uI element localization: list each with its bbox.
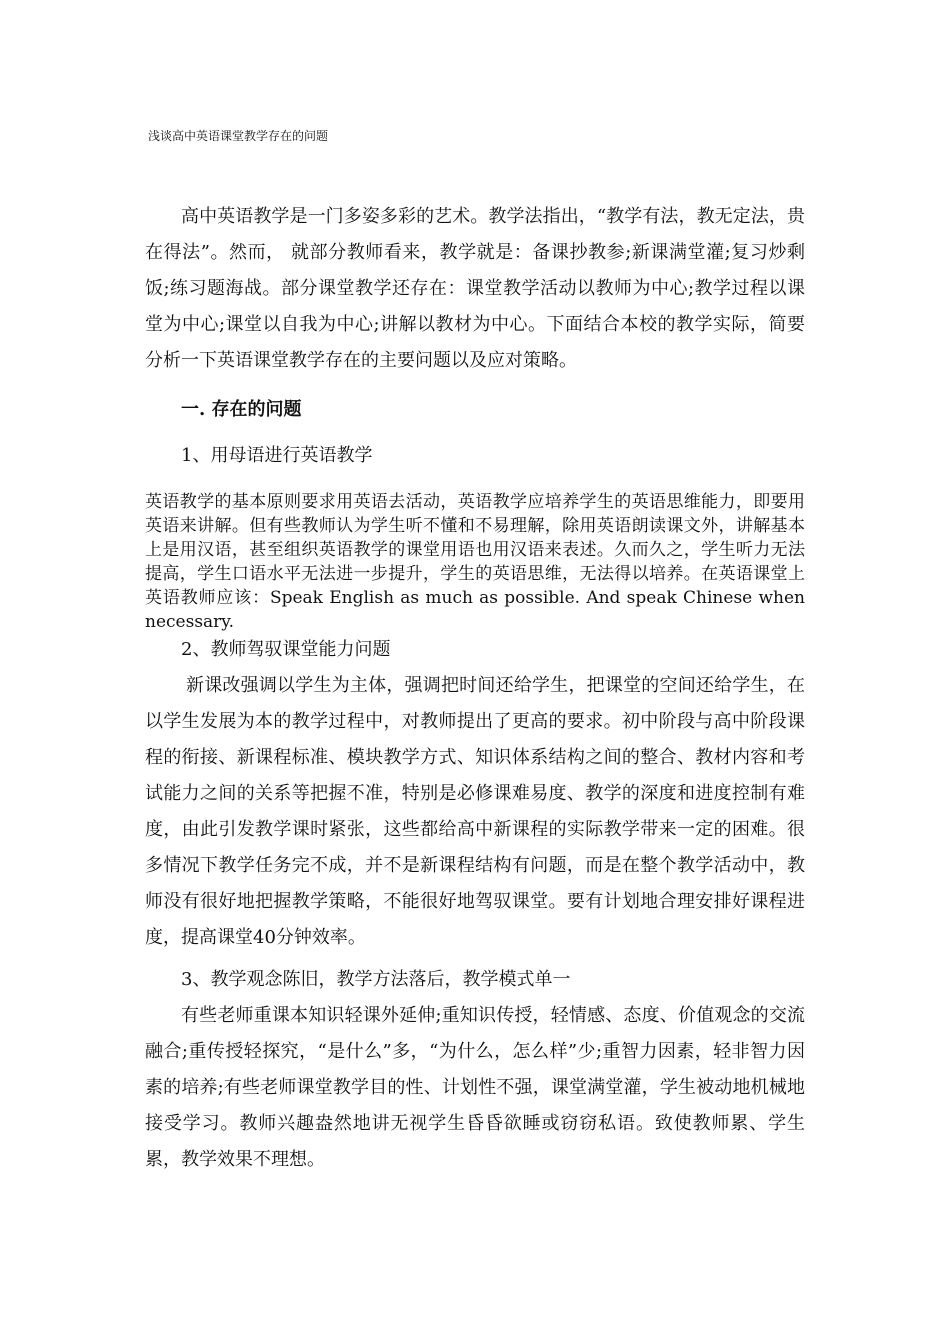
document-title: 浅谈高中英语课堂教学存在的问题 xyxy=(148,129,329,143)
issue-3-paragraph: 有些老师重课本知识轻课外延伸;重知识传授，轻情感、态度、价值观念的交流融合;重传授轻探究，“是什么”多，“为什么，怎么样”少;重智力因素，轻非智力因素的培养;有些老师课堂教学目的性、计划性不强，课堂满堂灌，学生被动地机械地接受学习。教师兴趣盎然地讲无视学生昏昏欲睡或窃窃私语。致使教师累、学生累，教学效果不理想。 xyxy=(145,1005,805,1170)
issue-2-heading: 2、教师驾驭课堂能力问题 xyxy=(181,639,391,660)
issue-1-heading: 1、用母语进行英语教学 xyxy=(181,445,373,466)
issue-2-paragraph: 新课改强调以学生为主体，强调把时间还给学生，把课堂的空间还给学生，在以学生发展为本的教学过程中，对教师提出了更高的要求。初中阶段与高中阶段课程的衔接、新课程标准、模块教学方式、知识体系结构之间的整合、教材内容和考试能力之间的关系等把握不准，特别是必修课难易度、教学的深度和进度控制有难度，由此引发教学课时紧张，这些都给高中新课程的实际教学带来一定的困难。很多情况下教学任务完不成，并不是新课程结构有问题，而是在整个教学活动中，教师没有很好地把握教学策略，不能很好地驾驭课堂。要有计划地合理安排好课程进度，提高课堂40分钟效率。 xyxy=(145,675,805,948)
section-heading-problems: 一. 存在的问题 xyxy=(181,399,302,420)
issue-1-paragraph: 英语教学的基本原则要求用英语去活动，英语教学应培养学生的英语思维能力，即要用英语来讲解。但有些教师认为学生听不懂和不易理解，除用英语朗读课文外，讲解基本上是用汉语，甚至组织英语教学的课堂用语也用汉语来表述。久而久之，学生听力无法提高，学生口语水平无法进一步提升，学生的英语思维，无法得以培养。在英语课堂上英语教师应该：Speak English as much as possible. And speak Chinese when necessary. xyxy=(145,492,805,632)
intro-paragraph: 高中英语教学是一门多姿多彩的艺术。教学法指出，“教学有法，教无定法，贵在得法”。然而， 就部分教师看来，教学就是：备课抄教参;新课满堂灌;复习炒剩饭;练习题海战。部分课堂教学还存在：课堂教学活动以教师为中心;教学过程以课堂为中心;课堂以自我为中心;讲解以教材为中心。下面结合本校的教学实际，简要分析一下英语课堂教学存在的主要问题以及应对策略。 xyxy=(145,206,805,371)
issue-3-heading: 3、教学观念陈旧，教学方法落后，教学模式单一 xyxy=(181,969,571,990)
